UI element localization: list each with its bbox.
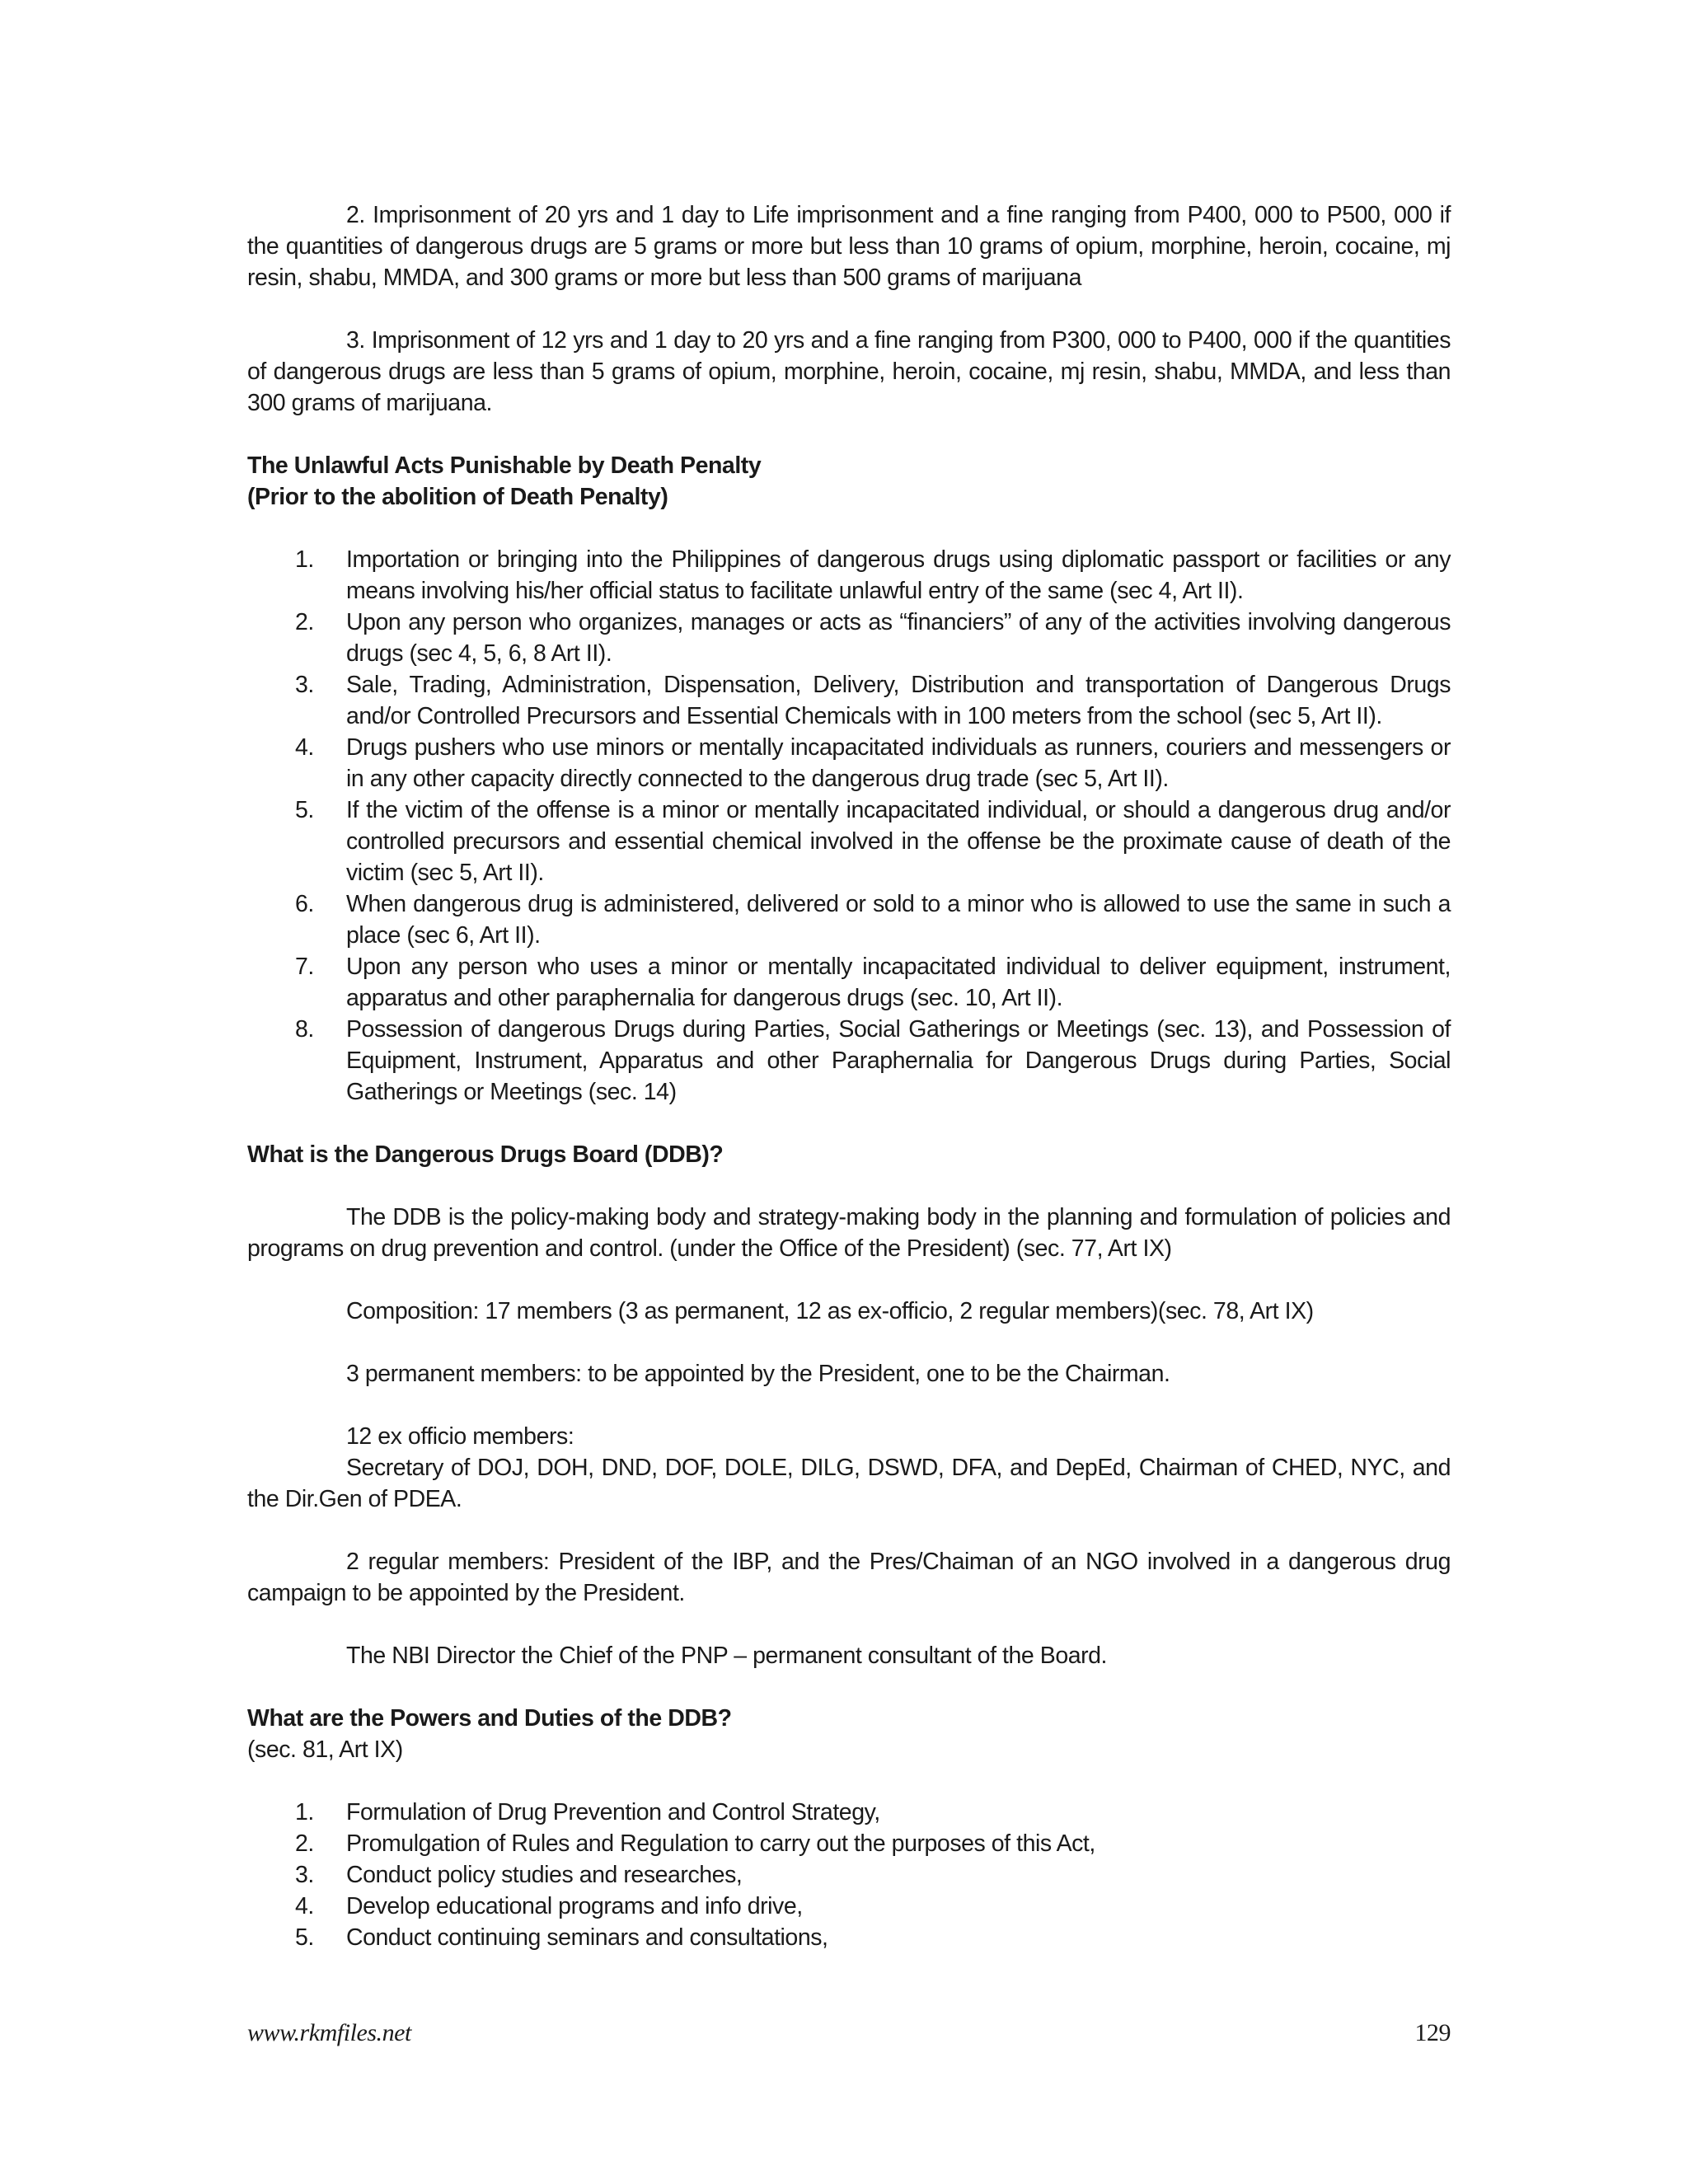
powers-subheading: (sec. 81, Art IX) — [247, 1736, 403, 1763]
page-content — [247, 199, 1451, 1953]
list-item-text: When dangerous drug is administered, delivered or sold to a minor who is allowed to use the same in such a place (sec 6, Art II). — [346, 891, 1451, 949]
list-item-number: 7. — [295, 954, 314, 980]
list-item-text: Conduct policy studies and researches, — [346, 1862, 743, 1888]
ddb-ex-officio-members: Secretary of DOJ, DOH, DND, DOF, DOLE, DILG, DSWD, DFA, and DepEd, Chairman of CHED, NYC, and the Dir.Gen of PDEA. — [247, 1455, 1451, 1512]
list-item — [247, 607, 1451, 669]
list-item-text: Possession of dangerous Drugs during Parties, Social Gatherings or Meetings (sec. 13), and Possession of Equipment, Instrument, Apparatus and other Paraphernalia for Dangerous Drugs during Parties, Social Gatherings or Meetings (sec. 14) — [346, 1016, 1451, 1105]
list-item-text: If the victim of the offense is a minor or mentally incapacitated individual, or should a dangerous drug and/or controlled precursors and essential chemical involved in the offense be the proximate cause of death of the victim (sec 5, Art II). — [346, 797, 1451, 886]
list-item — [247, 669, 1451, 732]
list-item — [247, 1859, 1451, 1891]
list-item-number: 2. — [295, 1830, 314, 1857]
list-item-number: 4. — [295, 734, 314, 761]
list-item — [247, 1828, 1451, 1859]
list-item-text: Upon any person who uses a minor or mentally incapacitated individual to deliver equipment, instrument, apparatus and other paraphernalia for dangerous drugs (sec. 10, Art II). — [346, 954, 1451, 1011]
ddb-permanent-members: 3 permanent members: to be appointed by the President, one to be the Chairman. — [346, 1361, 1170, 1387]
list-item — [247, 1922, 1451, 1953]
page-number: 129 — [1414, 2019, 1451, 2046]
list-item-number: 2. — [295, 609, 314, 635]
list-item-text: Sale, Trading, Administration, Dispensation, Delivery, Distribution and transportation of Dangerous Drugs and/or Controlled Precursors and Essential Chemicals with in 100 meters from the school (sec 5, Art II). — [346, 672, 1451, 729]
footer-website: www.rkmfiles.net — [247, 2019, 411, 2046]
list-item-number: 8. — [295, 1016, 314, 1043]
death-penalty-heading: The Unlawful Acts Punishable by Death Penalty — [247, 452, 762, 479]
list-item-text: Drugs pushers who use minors or mentally incapacitated individuals as runners, couriers and messengers or in any other capacity directly connected to the dangerous drug trade (sec 5, Art II). — [346, 734, 1451, 792]
ddb-regular-members: 2 regular members: President of the IBP, and the Pres/Chaiman of an NGO involved in a dangerous drug campaign to be appointed by the President. — [247, 1549, 1451, 1606]
list-item-number: 5. — [295, 797, 314, 823]
death-penalty-subheading: (Prior to the abolition of Death Penalty) — [247, 484, 668, 510]
list-item-text: Formulation of Drug Prevention and Control Strategy, — [346, 1799, 880, 1825]
ddb-ex-officio-label: 12 ex officio members: — [346, 1423, 574, 1450]
list-item-text: Upon any person who organizes, manages or acts as “financiers” of any of the activities involving dangerous drugs (sec 4, 5, 6, 8 Art II). — [346, 609, 1451, 667]
list-item — [247, 794, 1451, 888]
list-item — [247, 544, 1451, 607]
ddb-heading: What is the Dangerous Drugs Board (DDB)? — [247, 1141, 724, 1168]
list-item — [247, 1891, 1451, 1922]
list-item-text: Importation or bringing into the Philippines of dangerous drugs using diplomatic passport or facilities or any means involving his/her official status to facilitate unlawful entry of the same (sec 4, Art II). — [346, 546, 1451, 604]
list-item-text: Develop educational programs and info drive, — [346, 1893, 803, 1919]
ddb-composition: Composition: 17 members (3 as permanent, 12 as ex-officio, 2 regular members)(sec. 78, Art IX) — [346, 1298, 1314, 1324]
list-item-text: Conduct continuing seminars and consultations, — [346, 1924, 828, 1951]
list-item — [247, 1797, 1451, 1828]
list-item-number: 1. — [295, 546, 314, 573]
list-item-number: 4. — [295, 1893, 314, 1919]
list-item — [247, 888, 1451, 951]
death-penalty-list — [247, 544, 1451, 1108]
list-item-number: 3. — [295, 672, 314, 698]
list-item — [247, 732, 1451, 794]
penalty-paragraph-2: 2. Imprisonment of 20 yrs and 1 day to Life imprisonment and a fine ranging from P400, 000 to P500, 000 if the quantities of dangerous drugs are 5 grams or more but less than 10 grams of opium, morphine, heroin, cocaine, mj resin, shabu, MMDA, and 300 grams or more but less than 500 grams of marijuana — [247, 202, 1451, 291]
list-item-text: Promulgation of Rules and Regulation to carry out the purposes of this Act, — [346, 1830, 1095, 1857]
powers-list — [247, 1797, 1451, 1953]
ddb-consultant: The NBI Director the Chief of the PNP – permanent consultant of the Board. — [346, 1643, 1108, 1669]
powers-heading: What are the Powers and Duties of the DDB? — [247, 1705, 732, 1732]
list-item-number: 1. — [295, 1799, 314, 1825]
list-item — [247, 1014, 1451, 1108]
ddb-definition: The DDB is the policy-making body and strategy-making body in the planning and formulation of policies and programs on drug prevention and control. (under the Office of the President) (sec. 77, Art IX) — [247, 1204, 1451, 1262]
list-item-number: 6. — [295, 891, 314, 917]
list-item-number: 5. — [295, 1924, 314, 1951]
penalty-paragraph-3: 3. Imprisonment of 12 yrs and 1 day to 20 yrs and a fine ranging from P300, 000 to P400, 000 if the quantities of dangerous drugs are less than 5 grams of opium, morphine, heroin, cocaine, mj resin, shabu, MMDA, and less than 300 grams of marijuana. — [247, 327, 1451, 416]
list-item — [247, 951, 1451, 1014]
list-item-number: 3. — [295, 1862, 314, 1888]
